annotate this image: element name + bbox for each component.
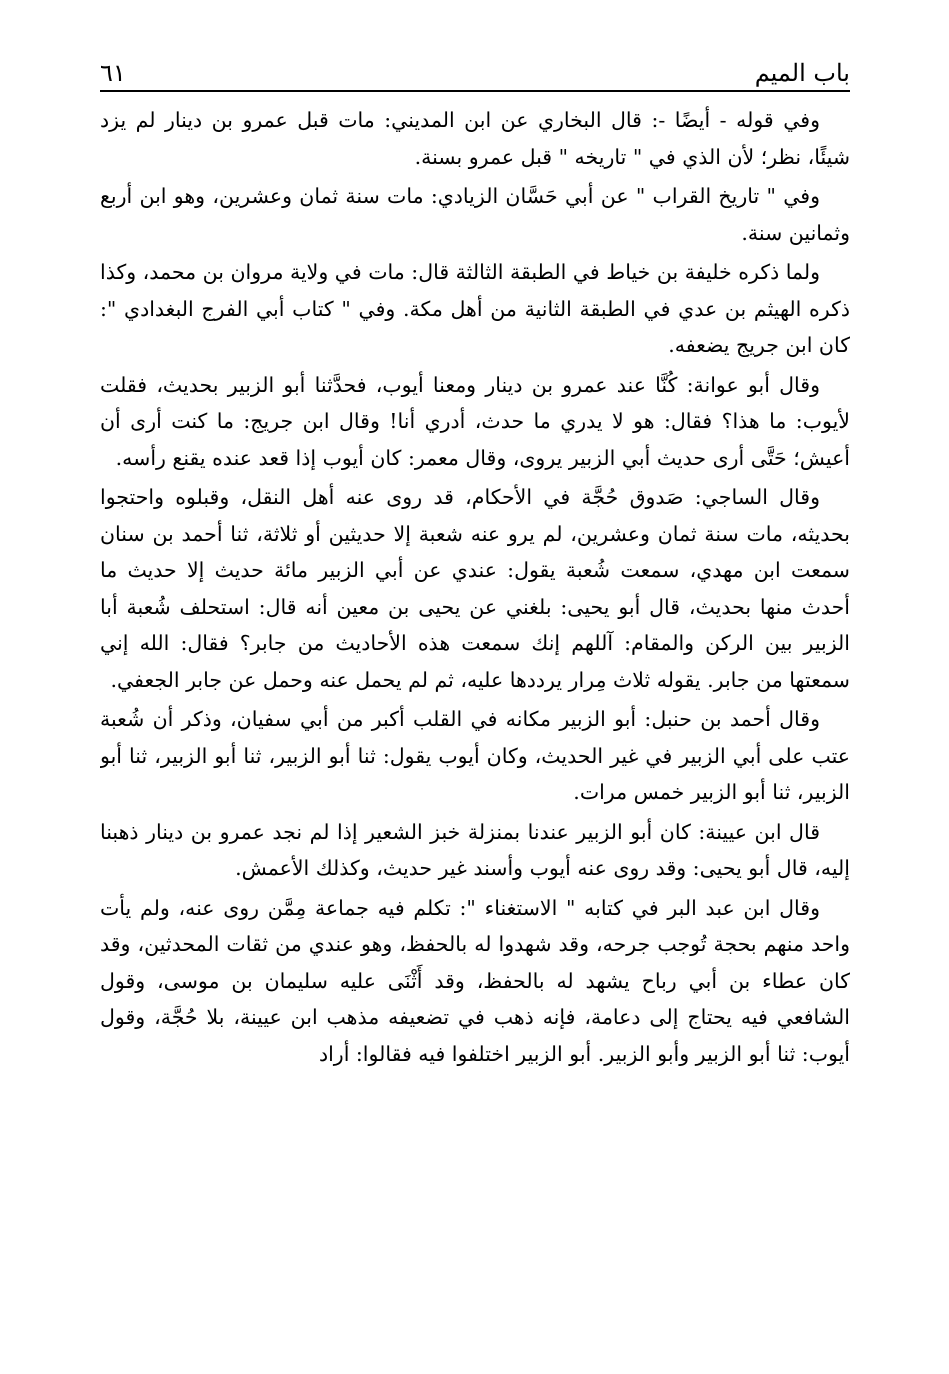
paragraph: قال ابن عيينة: كان أبو الزبير عندنا بمنزلة خبز الشعير إذا لم نجد عمرو بن دينار ذهبنا إليه، قال أبو يحيى: وقد روى عنه أيوب وأسند غير حديث، وكذلك الأعمش. <box>100 819 850 880</box>
paragraph: وقال أبو عوانة: كُنَّا عند عمرو بن دينار ومعنا أيوب، فحدَّثنا أبو الزبير بحديث، فقلت لأيوب: ما هذا؟ فقال: هو لا يدري ما حدث، أدري أنا! وقال ابن جريج: ما كنت أرى أن أعيش؛ حَتَّى أرى حديث أبي الزبير يروى، وقال معمر: كان أيوب إذا قعد عنده يقنع رأسه. <box>100 372 850 470</box>
paragraph: وقال أحمد بن حنبل: أبو الزبير مكانه في القلب أكبر من أبي سفيان، وذكر أن شُعبة عتب على أبي الزبير في غير الحديث، وكان أيوب يقول: ثنا أبو الزبير، ثنا أبو الزبير، ثنا أبو الزبير، ثنا أبو الزبير خمس مرات. <box>100 707 850 804</box>
running-title: باب الميم <box>754 59 850 87</box>
paragraph: وقال الساجي: صَدوق حُجَّة في الأحكام، قد روى عنه أهل النقل، وقبلوه واحتجوا بحديثه، مات سنة ثمان وعشرين، لم يرو عنه شعبة إلا حديثين أو ثلاثة، ثنا أحمد بن سنان سمعت ابن مهدي، سمعت شُعبة يقول: عندي عن أبي الزبير مائة حديث إلا حديث ما أحدث منها بحديث، قال أبو يحيى: بلغني عن يحيى بن معين أنه قال: استحلف شُعبة أبا الزبير بين الركن والمقام: آللهم إنك سمعت هذه الأحاديث من جابر؟ فقال: الله إني سمعتها من جابر. يقوله ثلاث مِرار يرددها عليه، ثم لم يحمل عنه وحمل عن جابر الجعفي. <box>100 485 850 692</box>
page-header <box>100 58 850 92</box>
paragraph: وقال ابن عبد البر في كتابه " الاستغناء ": تكلم فيه جماعة مِمَّن روى عنه، ولم يأت واحد منهم بحجة تُوجب جرحه، وقد شهدوا له بالحفظ، وهو عندي من ثقات المحدثين، وقد كان عطاء بن أبي رباح يشهد له بالحفظ، وقد أَثْنَى عليه سليمان بن موسى، وقول الشافعي فيه يحتاج إلى دعامة، فإنه ذهب في تضعيفه مذهب ابن عيينة، بلا حُجَّة، وقول أيوب: ثنا أبو الزبير وأبو الزبير. أبو الزبير اختلفوا فيه فقالوا: أراد <box>100 895 850 1066</box>
page-body <box>100 102 850 1072</box>
paragraph: ولما ذكره خليفة بن خياط في الطبقة الثالثة قال: مات في ولاية مروان بن محمد، وكذا ذكره الهيثم بن عدي في الطبقة الثانية من أهل مكة. وفي " كتاب أبي الفرج البغدادي ": كان ابن جريج يضعفه. <box>100 260 850 357</box>
paragraph: وفي قوله - أيضًا -: قال البخاري عن ابن المديني: مات قبل عمرو بن دينار لم يزد شيئًا، نظر؛ لأن الذي في " تاريخه " قبل عمرو بسنة. <box>100 108 850 169</box>
page-number: ٦١ <box>100 59 126 87</box>
book-page <box>100 58 850 1348</box>
paragraph: وفي " تاريخ القراب " عن أبي حَسَّان الزيادي: مات سنة ثمان وعشرين، وهو ابن أربع وثمانين سنة. <box>100 184 850 245</box>
